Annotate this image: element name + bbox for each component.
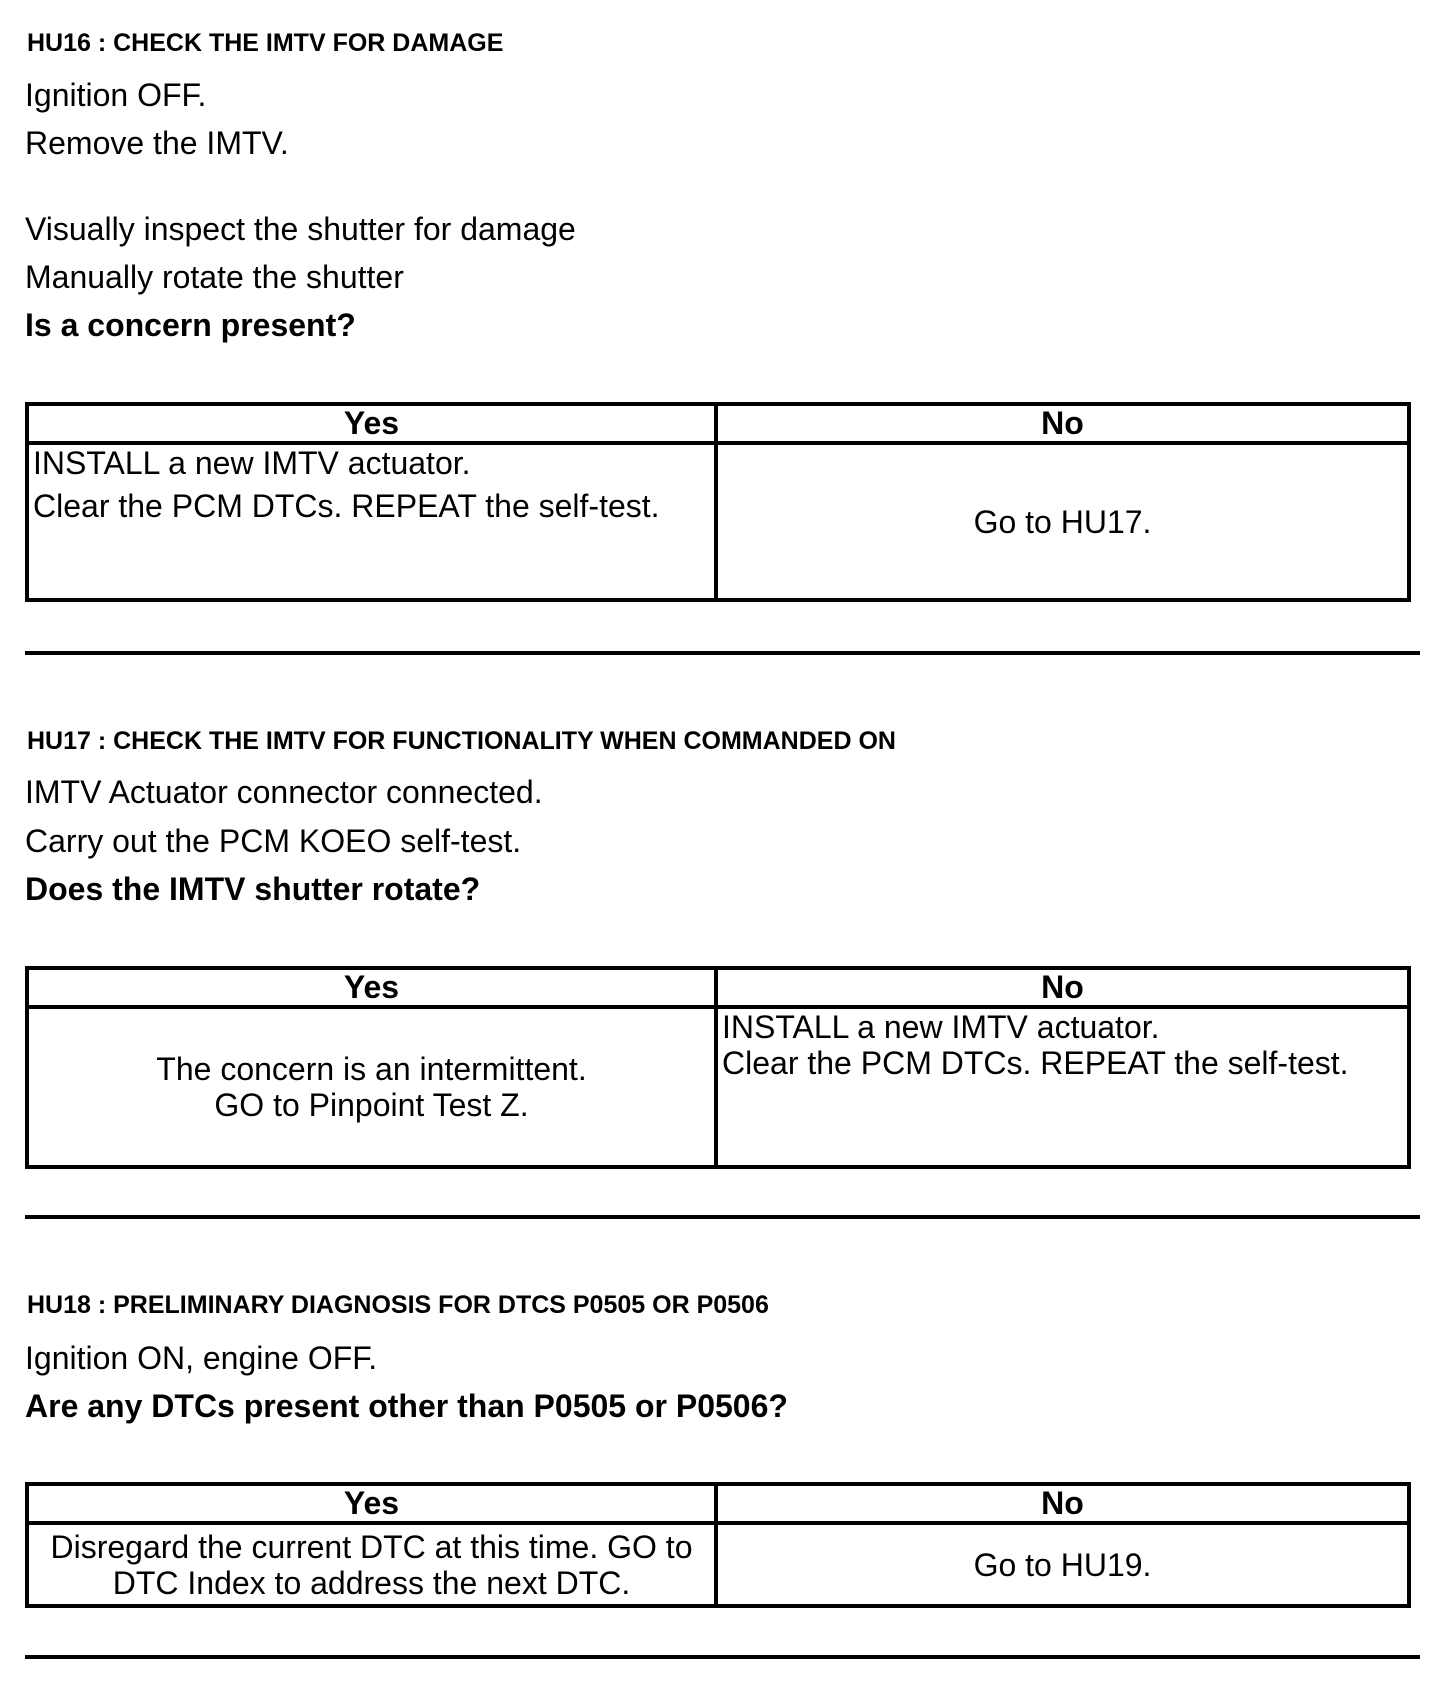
yes-header: Yes xyxy=(27,404,716,443)
yes-cell-line: The concern is an intermittent. xyxy=(156,1051,587,1087)
no-header: No xyxy=(716,1484,1409,1523)
no-cell-line: Clear the PCM DTCs. REPEAT the self-test. xyxy=(722,1045,1349,1081)
yes-header: Yes xyxy=(27,968,716,1007)
section-divider xyxy=(25,1215,1420,1219)
step-text: Manually rotate the shutter xyxy=(25,259,404,295)
yes-no-table xyxy=(25,966,1411,1169)
step-text: Remove the IMTV. xyxy=(25,125,289,161)
no-cell xyxy=(716,1523,1409,1606)
section-heading: HU17 : CHECK THE IMTV FOR FUNCTIONALITY WHEN COMMANDED ON xyxy=(27,727,896,755)
section-divider xyxy=(25,1655,1420,1659)
yes-no-table xyxy=(25,1482,1411,1608)
yes-cell-line: INSTALL a new IMTV actuator. xyxy=(33,445,471,481)
yes-header: Yes xyxy=(27,1484,716,1523)
no-cell-line: INSTALL a new IMTV actuator. xyxy=(722,1009,1160,1045)
yes-cell-line: Clear the PCM DTCs. REPEAT the self-test. xyxy=(33,488,660,524)
no-cell xyxy=(716,1007,1409,1167)
step-text: Visually inspect the shutter for damage xyxy=(25,211,576,247)
step-text: Carry out the PCM KOEO self-test. xyxy=(25,823,522,859)
section-heading: HU16 : CHECK THE IMTV FOR DAMAGE xyxy=(27,29,504,57)
step-text: Ignition OFF. xyxy=(25,77,207,113)
no-cell-line: Go to HU19. xyxy=(973,1546,1152,1583)
section-question: Does the IMTV shutter rotate? xyxy=(25,871,481,907)
section-heading: HU18 : PRELIMINARY DIAGNOSIS FOR DTCS P0505 OR P0506 xyxy=(27,1291,769,1319)
step-text: Ignition ON, engine OFF. xyxy=(25,1340,378,1376)
no-header: No xyxy=(716,404,1409,443)
yes-no-table xyxy=(25,402,1411,602)
yes-cell xyxy=(27,1523,716,1606)
yes-cell-line: Disregard the current DTC at this time. GO to xyxy=(50,1528,693,1565)
no-cell-line: Go to HU17. xyxy=(973,503,1152,540)
yes-cell-line: GO to Pinpoint Test Z. xyxy=(214,1087,529,1123)
no-header: No xyxy=(716,968,1409,1007)
section-question: Is a concern present? xyxy=(25,307,356,343)
yes-cell xyxy=(27,1007,716,1167)
section-divider xyxy=(25,651,1420,655)
step-text: IMTV Actuator connector connected. xyxy=(25,774,543,810)
yes-cell xyxy=(27,443,716,600)
no-cell xyxy=(716,443,1409,600)
section-question: Are any DTCs present other than P0505 or P0506? xyxy=(25,1388,788,1424)
yes-cell-line: DTC Index to address the next DTC. xyxy=(112,1564,631,1601)
